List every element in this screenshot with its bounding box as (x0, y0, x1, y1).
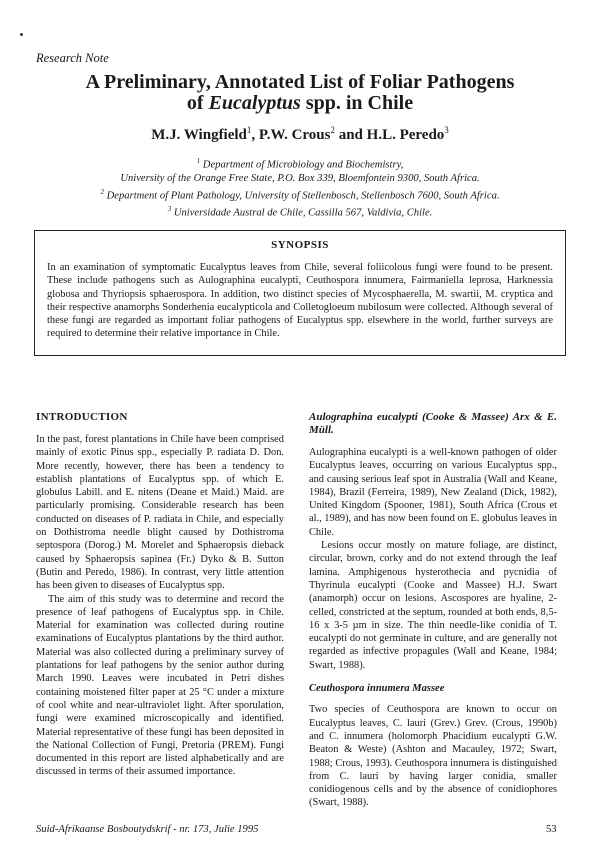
author-name: H.L. Peredo (366, 127, 445, 143)
body-paragraph: The aim of this study was to determine and record the presence of leaf pathogens of Eucalyptus spp. in Chile. Material for examination was collected during routine examinations of Eucalyptus plantations by the third author. Material was also collected during a preliminary survey of plantations for leaf pathogens by the senior author during March 1990. Leaves were incubated in Petri dishes containing moistened filter paper at 25 °C under a mixture of cool white and near-ultraviolet light. After sporulation, fungi were examined microscopically and identified. Material representative of these fungi has been deposited in the National Collection of Fungi, Pretoria (PREM). Fungi documented in this report are listed alphabetically and are discussed in terms of their assumed importance. (36, 593, 284, 778)
body-paragraph: Lesions occur mostly on mature foliage, are distinct, circular, brown, corky and do not extend through the leaf lamina. Amphigenous hysterothecia and pycnidia of Thyrinula eucalypti (Cooke and Massee) H.J. Swart (anamorph) occur on lesions. Ascospores are hyaline, 2-celled, constricted at the septum, rounded at both ends, 8,5-16 x 3-5 µm in size. The thin needle-like conidia of T. eucalypti do not germinate in culture, and are generally not regarded as infective propagules (Wall and Keane, 1984; Swart, 1988). (309, 540, 557, 671)
author-mark: 3 (444, 125, 449, 135)
title-genus: Eucalyptus (208, 92, 301, 114)
body-paragraph: In the past, forest plantations in Chile have been comprised mainly of exotic Pinus spp., especially P. radiata D. Don. More recently, however, there has been a tendency to establish plantations of Eucalyptus spp. of which E. globulus Labill. and E. nitens (Deane et Maid.) Maid. are particularly promising. Considerable research has been conducted on diseases of P. radiata in Chile, and especially on Dothistroma needle blight caused by Dothistroma septospora (Dorog.) M. Morelet and Sphaeropsis dieback caused by Sphaeropsis sapinea (Fr.) Dyko & B. Sutton (Butin and Peredo, 1986). In contrast, very little attention has been given to diseases of Eucalyptus spp. (36, 434, 284, 592)
introduction-heading: INTRODUCTION (36, 411, 128, 423)
author-name: M.J. Wingfield (151, 127, 247, 143)
right-column (309, 411, 557, 810)
paper-title (40, 72, 560, 114)
title-line-2: of Eucalyptus spp. in Chile (186, 92, 414, 114)
species-heading: Aulographina eucalypti (Cooke & Massee) Arx & E. Müll. (309, 411, 557, 436)
author-mark: 2 (330, 125, 335, 135)
journal-footer: Suid-Afrikaanse Bosboutydskrif - nr. 173, Julie 1995 (36, 824, 259, 835)
author-name: P.W. Crous (258, 127, 331, 143)
affiliation-line: $^1$ Department of Microbiology and Biochemistry, (196, 157, 404, 171)
synopsis-box (34, 230, 566, 356)
author-mark: 1 (246, 125, 252, 135)
synopsis-text: In an examination of symptomatic Eucalyptus leaves from Chile, several foliicolous fungi were found to be present. These include pathogens such as Aulographina eucalypti, Ceuthospora innumera, Fairmaniella leprosa, Harknessia globosa and Thyriopsis sphaerospora. In addition, two distinct species of Mycosphaerella, M. swartii, M. cryptica and their respective anamorphs Sonderhenia eucalypticola and Colletogloeum nubilosum were collected. Although several of these fungi are regarded as important foliar pathogens of Eucalyptus spp. elsewhere in the world, further surveys are required to determine their relative importance in Chile. (47, 262, 553, 340)
body-paragraph: Aulographina eucalypti is a well-known pathogen of older Eucalyptus leaves, occurring on various Eucalyptus spp., and causing serious leaf spot in Australia (Wall and Keane, 1984), Brazil (Ferreira, 1989), New Zealand (Dick, 1982), United Kingdom (Spooner, 1981), South Africa (Crous et al., 1989), and has now been found on E. globulus leaves in Chile. (309, 447, 557, 538)
author-list: M.J. Wingfield$^1$, P.W. Crous$^2$ and H.L. Peredo$^3$ (151, 125, 449, 143)
affiliations (40, 155, 560, 220)
title-line-1: A Preliminary, Annotated List of Foliar Pathogens (85, 71, 515, 93)
page-number: 53 (546, 824, 557, 835)
synopsis-heading: SYNOPSIS (271, 239, 329, 251)
scan-mark (20, 33, 23, 36)
affiliation-line: $^3$ Universidade Austral de Chile, Cassilla 567, Valdivia, Chile. (167, 204, 433, 219)
species-heading: Ceuthospora innumera Massee (309, 683, 445, 695)
body-paragraph: Two species of Ceuthospora are known to occur on Eucalyptus leaves, C. lauri (Grev.) Grev. (Crous, 1990b) and C. innumera (holomorph Phacidium eucalypti G.W. Beaton & Weste) (Ashton and Macauley, 1972; Swart, 1988; Crous, 1993). Ceuthospora innumera is distinguished from C. lauri by having larger conidia, smaller conidiogenous cells and by the absence of conidiophores (Swart, 1988). (309, 704, 557, 809)
affiliation-line: $^2$ Department of Plant Pathology, University of Stellenbosch, Stellenbosch 7600, South Africa. (100, 187, 500, 202)
left-column (36, 411, 284, 779)
section-label: Research Note (36, 51, 109, 65)
affiliation-line: University of the Orange Free State, P.O. Box 339, Bloemfontein 9300, South Africa. (120, 173, 480, 185)
